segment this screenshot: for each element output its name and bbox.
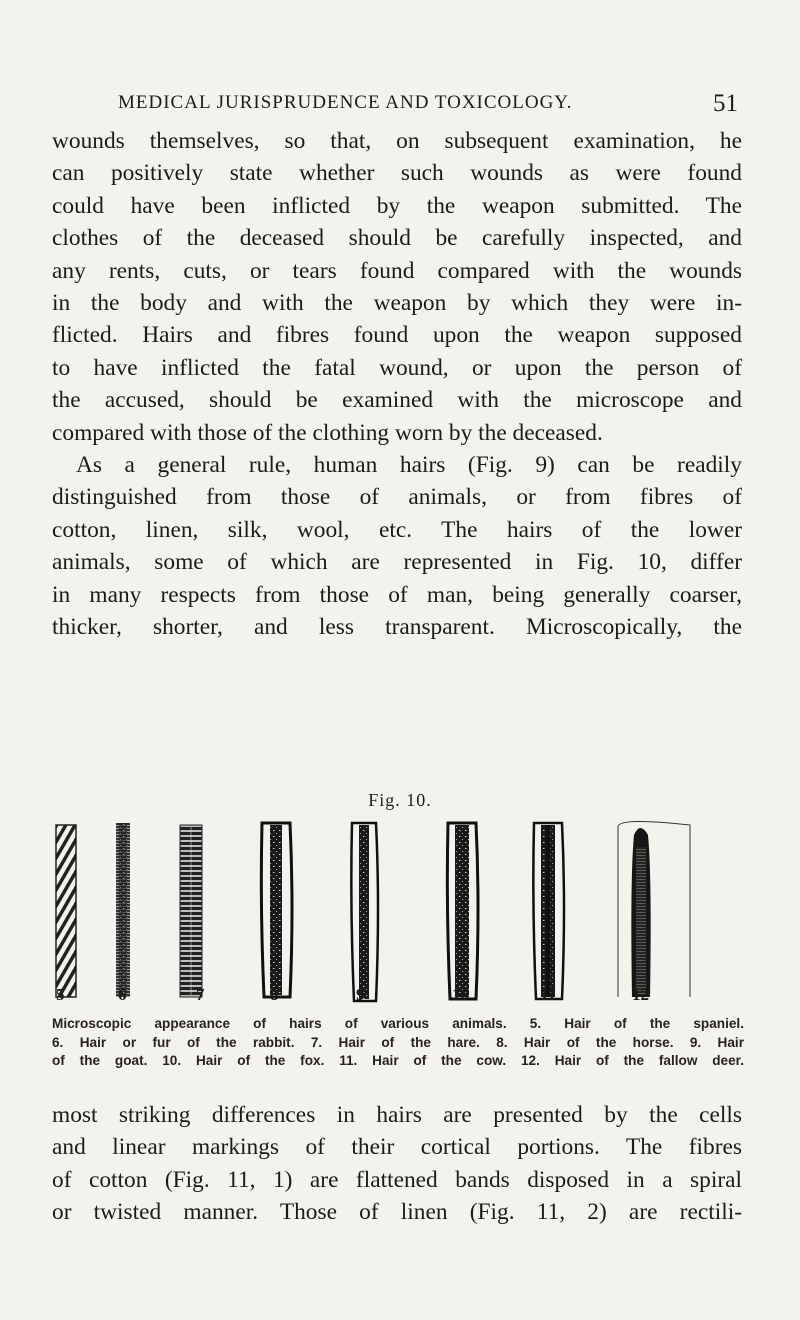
text-line: to have inflicted the fatal wound, or upon the person of (52, 354, 742, 381)
running-title: MEDICAL JURISPRUDENCE AND TOXICOLOGY. (118, 92, 573, 113)
hair-number: 9 (356, 985, 365, 1004)
text-line: or twisted manner. Those of linen (Fig. 11, 2) are rectili- (52, 1199, 742, 1226)
paragraph-3 (52, 1099, 742, 1229)
text-line: in many respects from those of man, being generally coarser, (52, 581, 742, 608)
hair-6-rabbit (116, 823, 130, 997)
page-number: 51 (713, 90, 738, 117)
hair-8-horse (261, 823, 292, 997)
caption-line: 6. Hair or fur of the rabbit. 7. Hair of the hare. 8. Hair of the horse. 9. Hair (52, 1034, 744, 1050)
paragraph-1 (52, 125, 742, 449)
text-line: of cotton (Fig. 11, 1) are flattened bands disposed in a spiral (52, 1166, 742, 1193)
hair-number: 6 (118, 985, 127, 1004)
text-line: and linear markings of their cortical portions. The fibres (52, 1134, 742, 1161)
hair-number: 5 (56, 985, 65, 1004)
caption-line: of the goat. 10. Hair of the fox. 11. Hair of the cow. 12. Hair of the fallow deer. (52, 1053, 744, 1068)
text-line: animals, some of which are represented in Fig. 10, differ (52, 549, 742, 576)
text-line: most striking differences in hairs are presented by the cells (52, 1102, 742, 1128)
text-line: flicted. Hairs and fibres found upon the weapon supposed (52, 322, 742, 349)
body-text-bottom (52, 1099, 742, 1229)
hair-number: 12 (632, 985, 649, 1004)
hair-figure (50, 817, 750, 1007)
text-line: in the body and with the weapon by which they were in- (52, 290, 742, 317)
hair-illustration (50, 817, 750, 1007)
hair-7-hare (180, 825, 202, 997)
hair-9-goat (351, 823, 378, 1001)
hair-number: 11 (540, 985, 557, 1004)
hair-5-spaniel (56, 825, 76, 997)
hair-number: 8 (270, 985, 279, 1004)
hair-number-row (50, 985, 750, 1007)
hair-12-fallow-deer (618, 821, 690, 997)
text-line: the accused, should be examined with the microscope and (52, 387, 742, 414)
text-line: thicker, shorter, and less transparent. Microscopically, the (52, 614, 742, 641)
text-line: compared with those of the clothing worn by the deceased. (52, 419, 603, 446)
text-line: any rents, cuts, or tears found compared with the wounds (52, 257, 742, 284)
hair-number: 7 (196, 985, 205, 1004)
text-line: could have been inflicted by the weapon submitted. The (52, 192, 742, 219)
hair-11-cow (533, 823, 564, 999)
figure-caption (52, 1015, 744, 1071)
hair-10-fox (447, 823, 478, 999)
text-line: As a general rule, human hairs (Fig. 9) can be readily (76, 452, 742, 479)
text-line: cotton, linen, silk, wool, etc. The hairs of the lower (52, 516, 742, 543)
text-line: can positively state whether such wounds as were found (52, 160, 742, 187)
caption-line: Microscopic appearance of hairs of various animals. 5. Hair of the spaniel. (52, 1016, 744, 1031)
figure-label: Fig. 10. (368, 790, 432, 810)
paragraph-2 (52, 449, 742, 643)
text-line: clothes of the deceased should be carefully inspected, and (52, 225, 742, 252)
text-line: wounds themselves, so that, on subsequent examination, he (52, 128, 742, 154)
body-text-top (52, 125, 742, 644)
hair-number: 10 (452, 985, 469, 1004)
text-line: distinguished from those of animals, or from fibres of (52, 484, 742, 511)
